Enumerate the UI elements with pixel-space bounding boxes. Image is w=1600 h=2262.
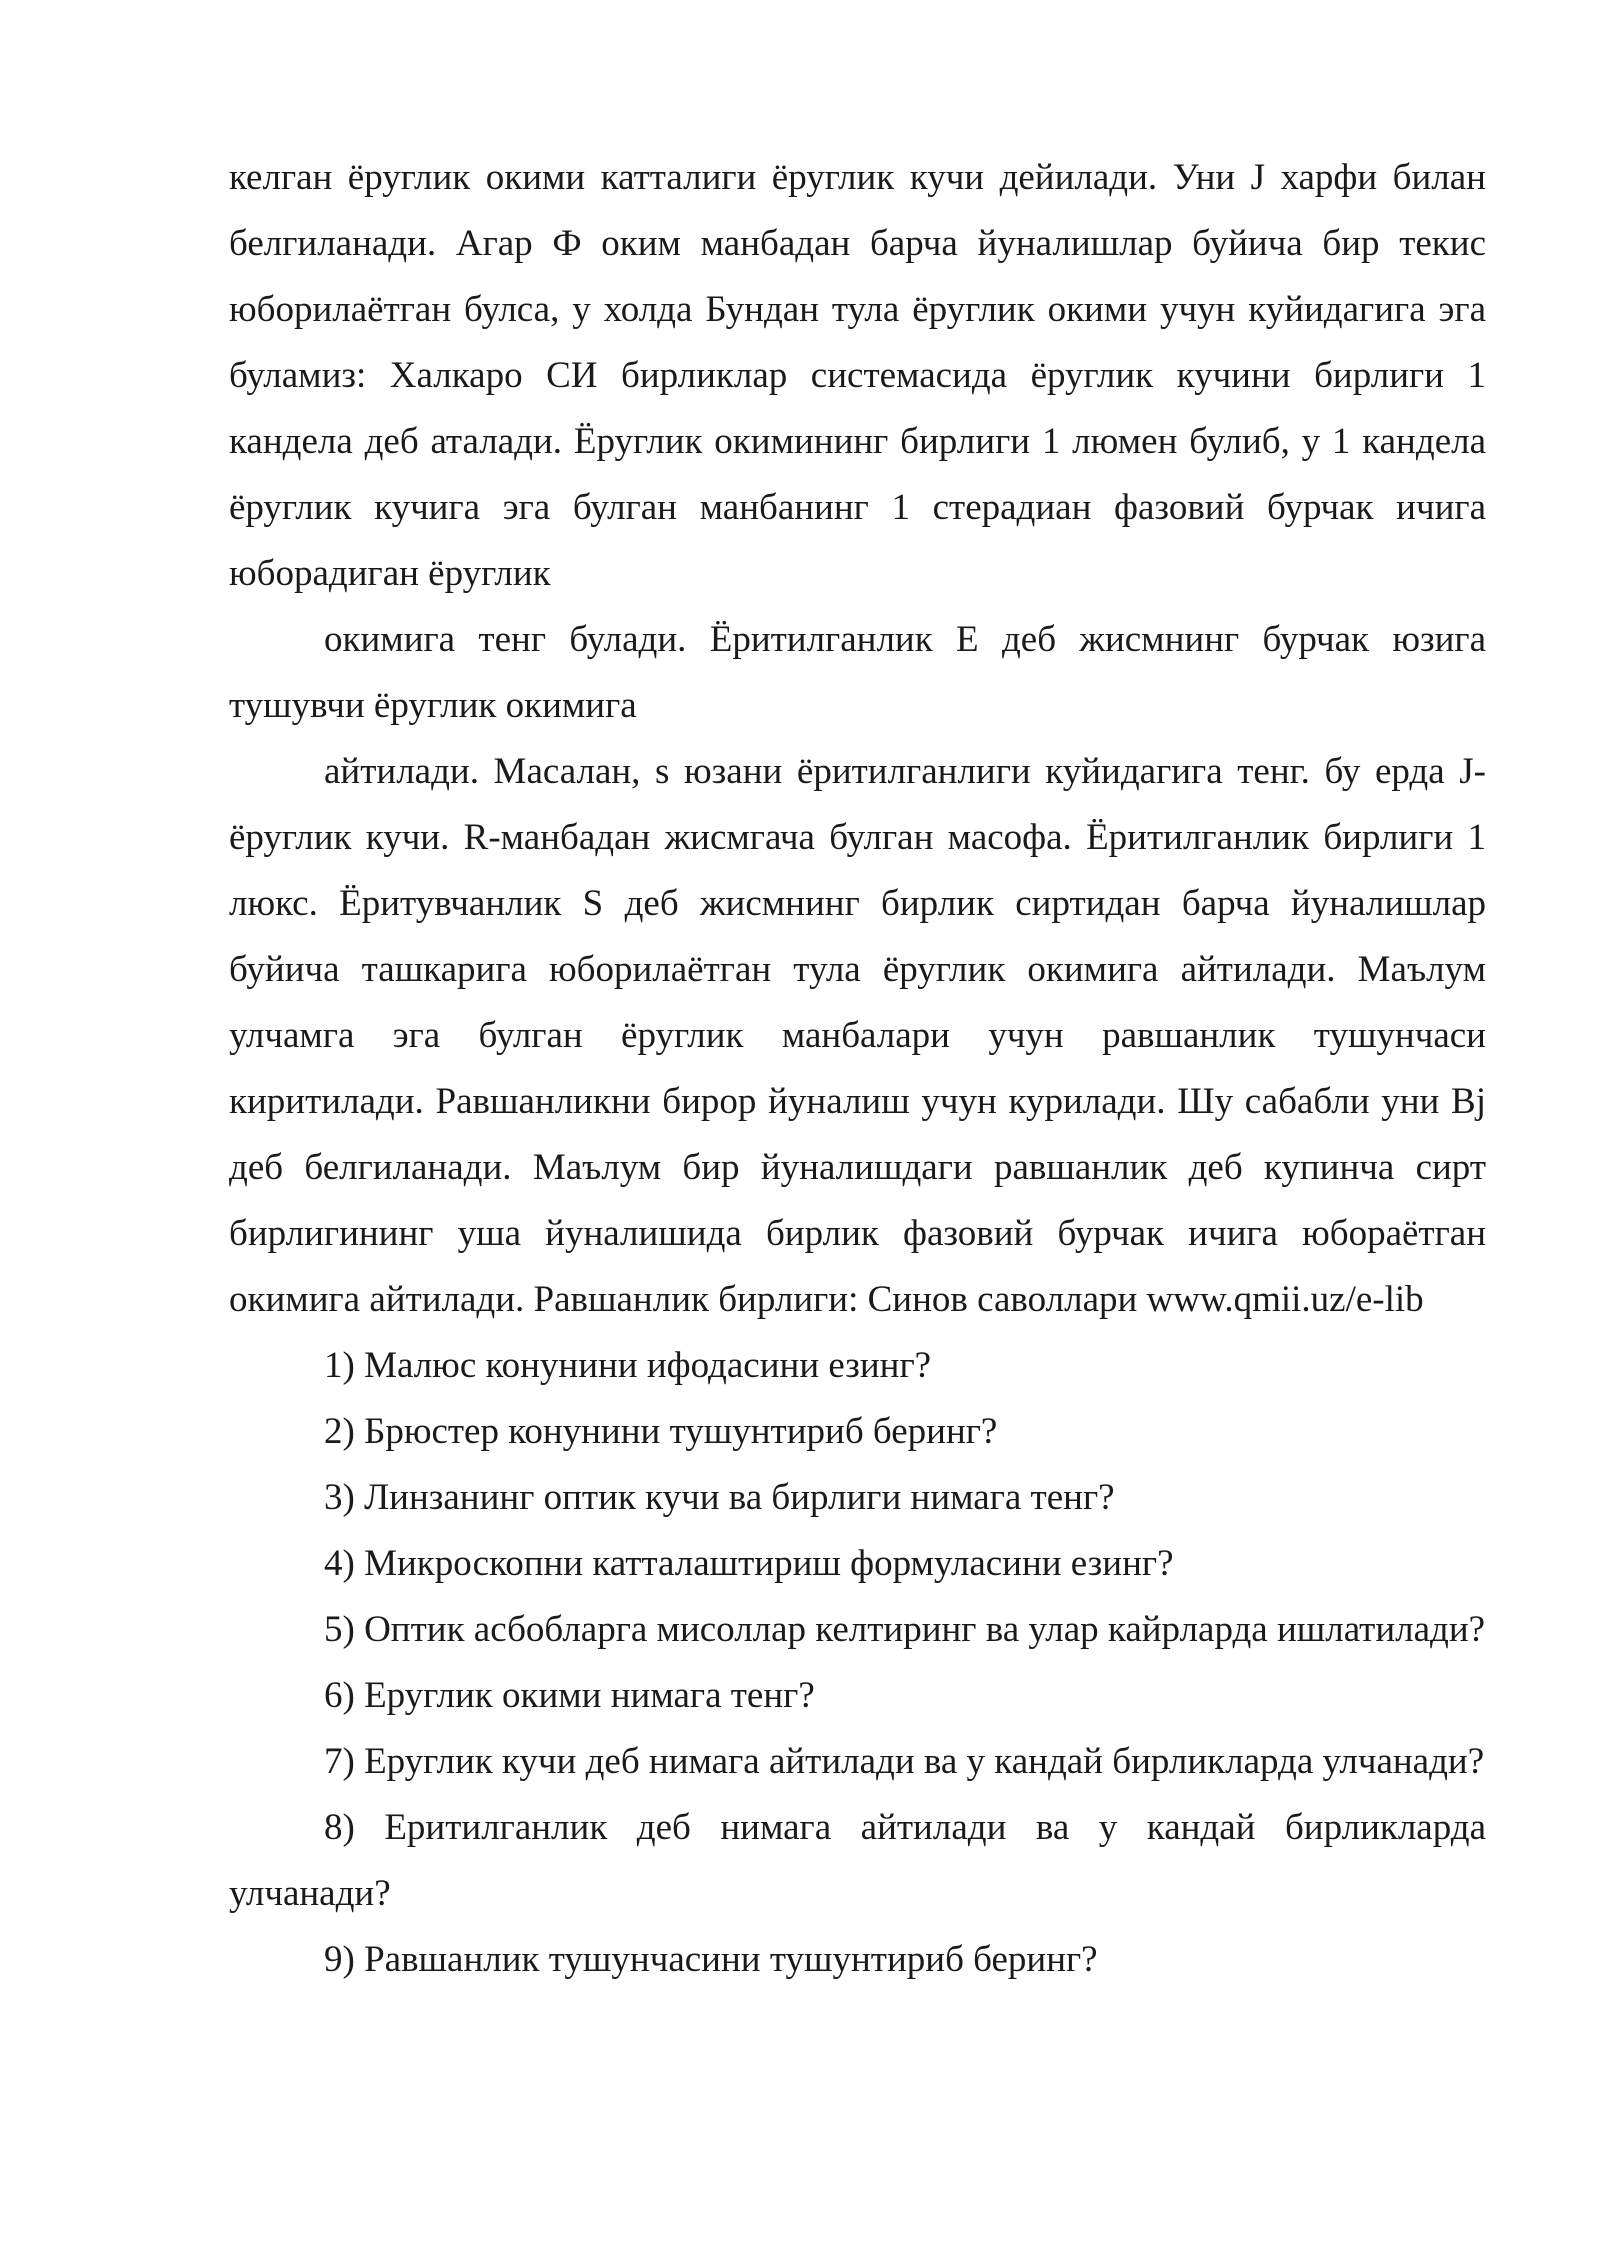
paragraph-light-intensity: келган ёруглик окими катталиги ёруглик кучи дейилади. Уни J харфи билан белгиланади. Агар Ф оким манбадан барча йуналишлар буйича бир текис юборилаётган булса, у холда Бундан тула ёруглик окими учун куйидагига эга буламиз: Халкаро СИ бирликлар системасида ёруглик кучини бирлиги 1 кандела деб аталади. Ёруглик окимининг бирлиги 1 люмен булиб, у 1 кандела ёруглик кучига эга булган манбанинг 1 стерадиан фазовий бурчак ичига юборадиган ёруглик [229, 157, 1486, 594]
question-item: 5) Оптик асбобларга мисоллар келтиринг ва улар кайрларда ишлатилади? [324, 1609, 1486, 1650]
body-text [229, 145, 1486, 1993]
question-item: 9) Равшанлик тушунчасини тушунтириб беринг? [324, 1939, 1098, 1980]
paragraph-luminance: айтилади. Масалан, s юзани ёритилганлиги куйидагига тенг. бу ерда J- ёруглик кучи. R-манбадан жисмгача булган масофа. Ёритилганлик бирлиги 1 люкс. Ёритувчанлик S деб жисмнинг бирлик сиртидан барча йуналишлар буйича ташкарига юборилаётган тула ёруглик окимига айтилади. Маълум улчамга эга булган ёруглик манбалари учун равшанлик тушунчаси киритилади. Равшанликни бирор йуналиш учун курилади. Шу сабабли уни Bj деб белгиланади. Маълум бир йуналишдаги равшанлик деб купинча сирт бирлигининг уша йуналишида бирлик фазовий бурчак ичига юбораётган окимига айтилади. Равшанлик бирлиги: Синов саволлари www.qmii.uz/e-lib [229, 751, 1486, 1320]
paragraph-illuminance: окимига тенг булади. Ёритилганлик Е деб жисмнинг бурчак юзига тушувчи ёруглик окимига [229, 619, 1486, 726]
question-item: 6) Еруглик окими нимага тенг? [324, 1675, 815, 1716]
question-item: 3) Линзанинг оптик кучи ва бирлиги нимага тенг? [324, 1477, 1115, 1518]
test-questions-list [229, 1333, 1486, 1993]
question-item: 2) Брюстер конунини тушунтириб беринг? [324, 1411, 998, 1452]
question-item: 7) Еруглик кучи деб нимага айтилади ва у кандай бирликларда улчанади? [324, 1741, 1485, 1782]
question-item: 4) Микроскопни катталаштириш формуласини езинг? [324, 1543, 1174, 1584]
question-item: 8) Еритилганлик деб нимага айтилади ва у кандай бирликларда улчанади? [229, 1807, 1486, 1914]
question-item: 1) Малюс конунини ифодасини езинг? [324, 1345, 932, 1386]
